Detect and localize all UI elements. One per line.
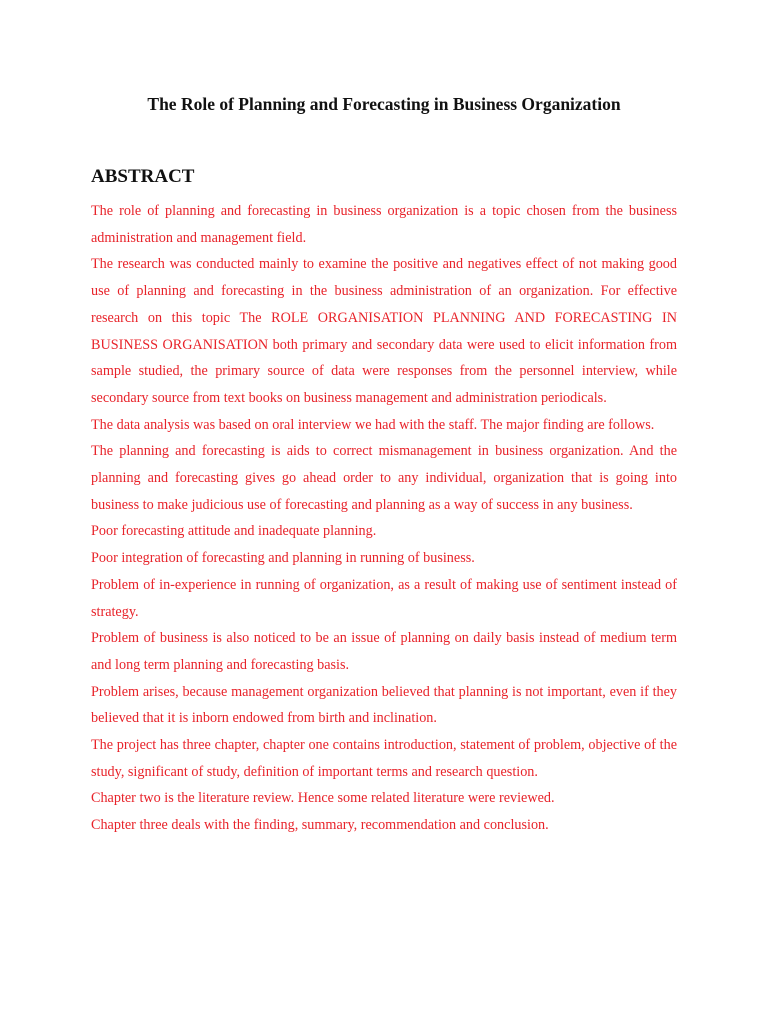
abstract-paragraph: The project has three chapter, chapter one contains introduction, statement of problem, objective of the study, significant of study, definition of important terms and research question. — [91, 737, 677, 780]
document-title: The Role of Planning and Forecasting in Business Organization — [147, 94, 621, 114]
abstract-paragraph: Chapter three deals with the finding, summary, recommendation and conclusion. — [91, 817, 549, 834]
abstract-paragraph: The planning and forecasting is aids to correct mismanagement in business organization. And the planning and forecasting gives go ahead order to any individual, organization that is going into business to make judicious use of forecasting and planning as a way of success in any business. — [91, 443, 677, 513]
abstract-paragraph: The role of planning and forecasting in business organization is a topic chosen from the business administration and management field. — [91, 203, 677, 246]
abstract-paragraph: Problem arises, because management organization believed that planning is not important, even if they believed that it is inborn endowed from birth and inclination. — [91, 683, 677, 727]
abstract-body — [91, 198, 677, 839]
abstract-paragraph: Problem of business is also noticed to be an issue of planning on daily basis instead of medium term and long term planning and forecasting basis. — [91, 630, 677, 673]
abstract-paragraph: The data analysis was based on oral interview we had with the staff. The major finding are follows. — [91, 416, 655, 433]
abstract-paragraph: Poor integration of forecasting and planning in running of business. — [91, 550, 475, 567]
abstract-paragraph: Problem of in-experience in running of organization, as a result of making use of sentiment instead of strategy. — [91, 576, 677, 620]
abstract-paragraph: Poor forecasting attitude and inadequate planning. — [91, 523, 377, 540]
abstract-heading: ABSTRACT — [91, 166, 195, 187]
abstract-paragraph: The research was conducted mainly to examine the positive and negatives effect of not making good use of planning and forecasting in the business administration of an organization. For effective research on this topic The ROLE ORGANISATION PLANNING AND FORECASTING IN BUSINESS ORGANISATION both primary and secondary data were used to elicit information from sample studied, the primary source of data were responses from the personnel interview, while secondary source from text books on business management and administration periodicals. — [91, 256, 677, 406]
abstract-paragraph: Chapter two is the literature review. Hence some related literature were reviewed. — [91, 790, 555, 807]
